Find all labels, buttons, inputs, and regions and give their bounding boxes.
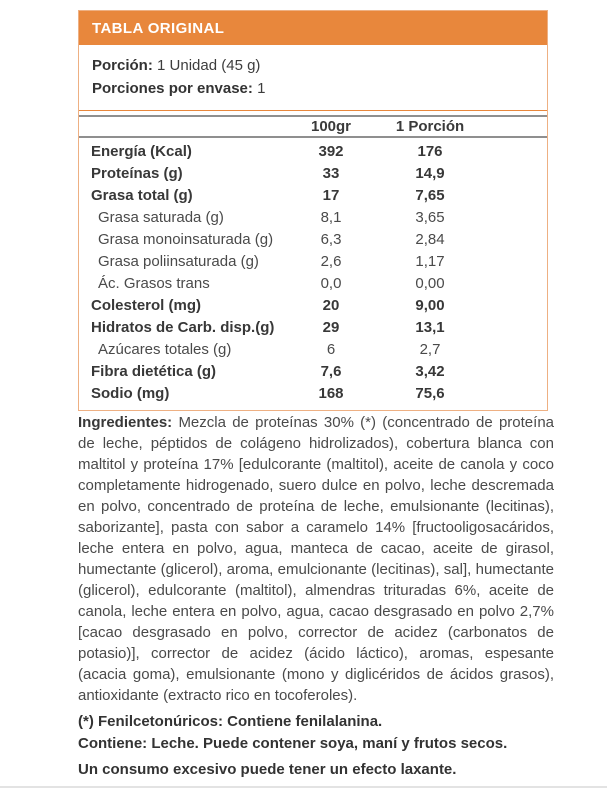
nutrient-label: Azúcares totales (g) (98, 341, 232, 358)
nutrient-label: Grasa poliinsaturada (g) (98, 253, 259, 270)
servings-per-container-label: Porciones por envase: (92, 80, 253, 97)
table-row (79, 185, 547, 207)
servings-per-container-line (92, 77, 534, 100)
value-per-100g: 33 (322, 165, 340, 182)
value-per-portion: 14,9 (415, 165, 445, 182)
ingredients-paragraph (78, 412, 554, 706)
value-per-portion: 1,17 (415, 253, 445, 270)
value-per-100g: 7,6 (320, 363, 342, 380)
nutrition-table (79, 115, 547, 410)
nutrient-label: Grasa total (g) (91, 187, 193, 204)
ingredients-label: Ingredientes: (78, 414, 173, 431)
servings-per-container-value: 1 (257, 80, 266, 97)
column-header-100g: 100gr (310, 118, 352, 135)
table-row (79, 229, 547, 251)
nutrient-label: Energía (Kcal) (91, 143, 192, 160)
table-row (79, 383, 547, 405)
table-row (79, 141, 547, 163)
allergens-note: Contiene: Leche. Puede contener soya, maní y frutos secos. (78, 735, 508, 752)
serving-size-line (92, 54, 534, 77)
table-row (79, 339, 547, 361)
value-per-portion: 3,65 (415, 209, 445, 226)
nutrient-label: Grasa monoinsaturada (g) (98, 231, 274, 248)
table-row (79, 273, 547, 295)
serving-size-label: Porción: (92, 57, 153, 74)
table-title-bar (79, 11, 547, 45)
value-per-portion: 3,42 (415, 363, 445, 380)
nutrition-facts-box (78, 10, 548, 411)
value-per-portion: 7,65 (415, 187, 445, 204)
value-per-100g: 0,0 (320, 275, 342, 292)
value-per-100g: 17 (322, 187, 340, 204)
value-per-portion: 75,6 (415, 385, 445, 402)
value-per-portion: 13,1 (415, 319, 445, 336)
value-per-100g: 392 (318, 143, 344, 160)
table-row (79, 207, 547, 229)
value-per-portion: 176 (417, 143, 443, 160)
value-per-100g: 6,3 (320, 231, 342, 248)
table-row (79, 163, 547, 185)
table-rows (79, 138, 547, 405)
table-row (79, 317, 547, 339)
serving-size-value: 1 Unidad (45 g) (157, 57, 261, 74)
value-per-100g: 168 (318, 385, 344, 402)
nutrient-label: Hidratos de Carb. disp.(g) (91, 319, 275, 336)
bottom-divider-line (0, 786, 607, 788)
value-per-100g: 2,6 (320, 253, 342, 270)
table-row (79, 361, 547, 383)
nutrient-label: Ác. Grasos trans (98, 275, 210, 292)
value-per-100g: 20 (322, 297, 340, 314)
value-per-100g: 29 (322, 319, 340, 336)
nutrient-label: Sodio (mg) (91, 385, 170, 402)
serving-section (79, 45, 547, 111)
table-column-header-row (79, 115, 547, 138)
laxative-warning: Un consumo excesivo puede tener un efecto laxante. (78, 761, 457, 778)
value-per-portion: 2,7 (419, 341, 441, 358)
value-per-portion: 0,00 (415, 275, 445, 292)
nutrient-label: Fibra dietética (g) (91, 363, 217, 380)
value-per-100g: 8,1 (320, 209, 342, 226)
phenylketonurics-note: (*) Fenilcetonúricos: Contiene fenilalanina. (78, 713, 383, 730)
footnotes-block (78, 711, 558, 755)
value-per-100g: 6 (326, 341, 336, 358)
value-per-portion: 9,00 (415, 297, 445, 314)
value-per-portion: 2,84 (415, 231, 445, 248)
table-row (79, 251, 547, 273)
nutrient-label: Proteínas (g) (91, 165, 183, 182)
nutrient-label: Colesterol (mg) (91, 297, 202, 314)
table-row (79, 295, 547, 317)
ingredients-text: Mezcla de proteínas 30% (*) (concentrado de proteína de leche, péptidos de colágeno hidrolizados), cobertura blanca con maltitol y proteína 17% [edulcorante (maltitol), aceite de canola y coco completamente hidrogenado, suero dulce en polvo, leche descremada en polvo, concentrado de proteína de leche, emulsionante (lecitinas), saborizante], pasta con sabor a caramelo 14% [fructooligosacáridos, leche entera en polvo, agua, manteca de cacao, aceite de girasol, humectante (glicerol), aroma, emulcionante (lecitinas), sal], humectante (glicerol), edulcorante (maltitol), almendras trituradas 6%, aceite de canola, leche entera en polvo, agua, cacao desgrasado en polvo 2,7% [cacao desgrasado en polvo, corrector de acidez (carbonatos de potasio)], corrector de acidez (ácido láctico), aromas, espesante (acacia goma), emulsionante (mono y diglicéridos de ácidos grasos), antioxidante (extracto rico en tocoferoles). (78, 414, 554, 704)
column-header-portion: 1 Porción (395, 118, 465, 135)
nutrient-label: Grasa saturada (g) (98, 209, 224, 226)
table-title: TABLA ORIGINAL (92, 19, 225, 37)
